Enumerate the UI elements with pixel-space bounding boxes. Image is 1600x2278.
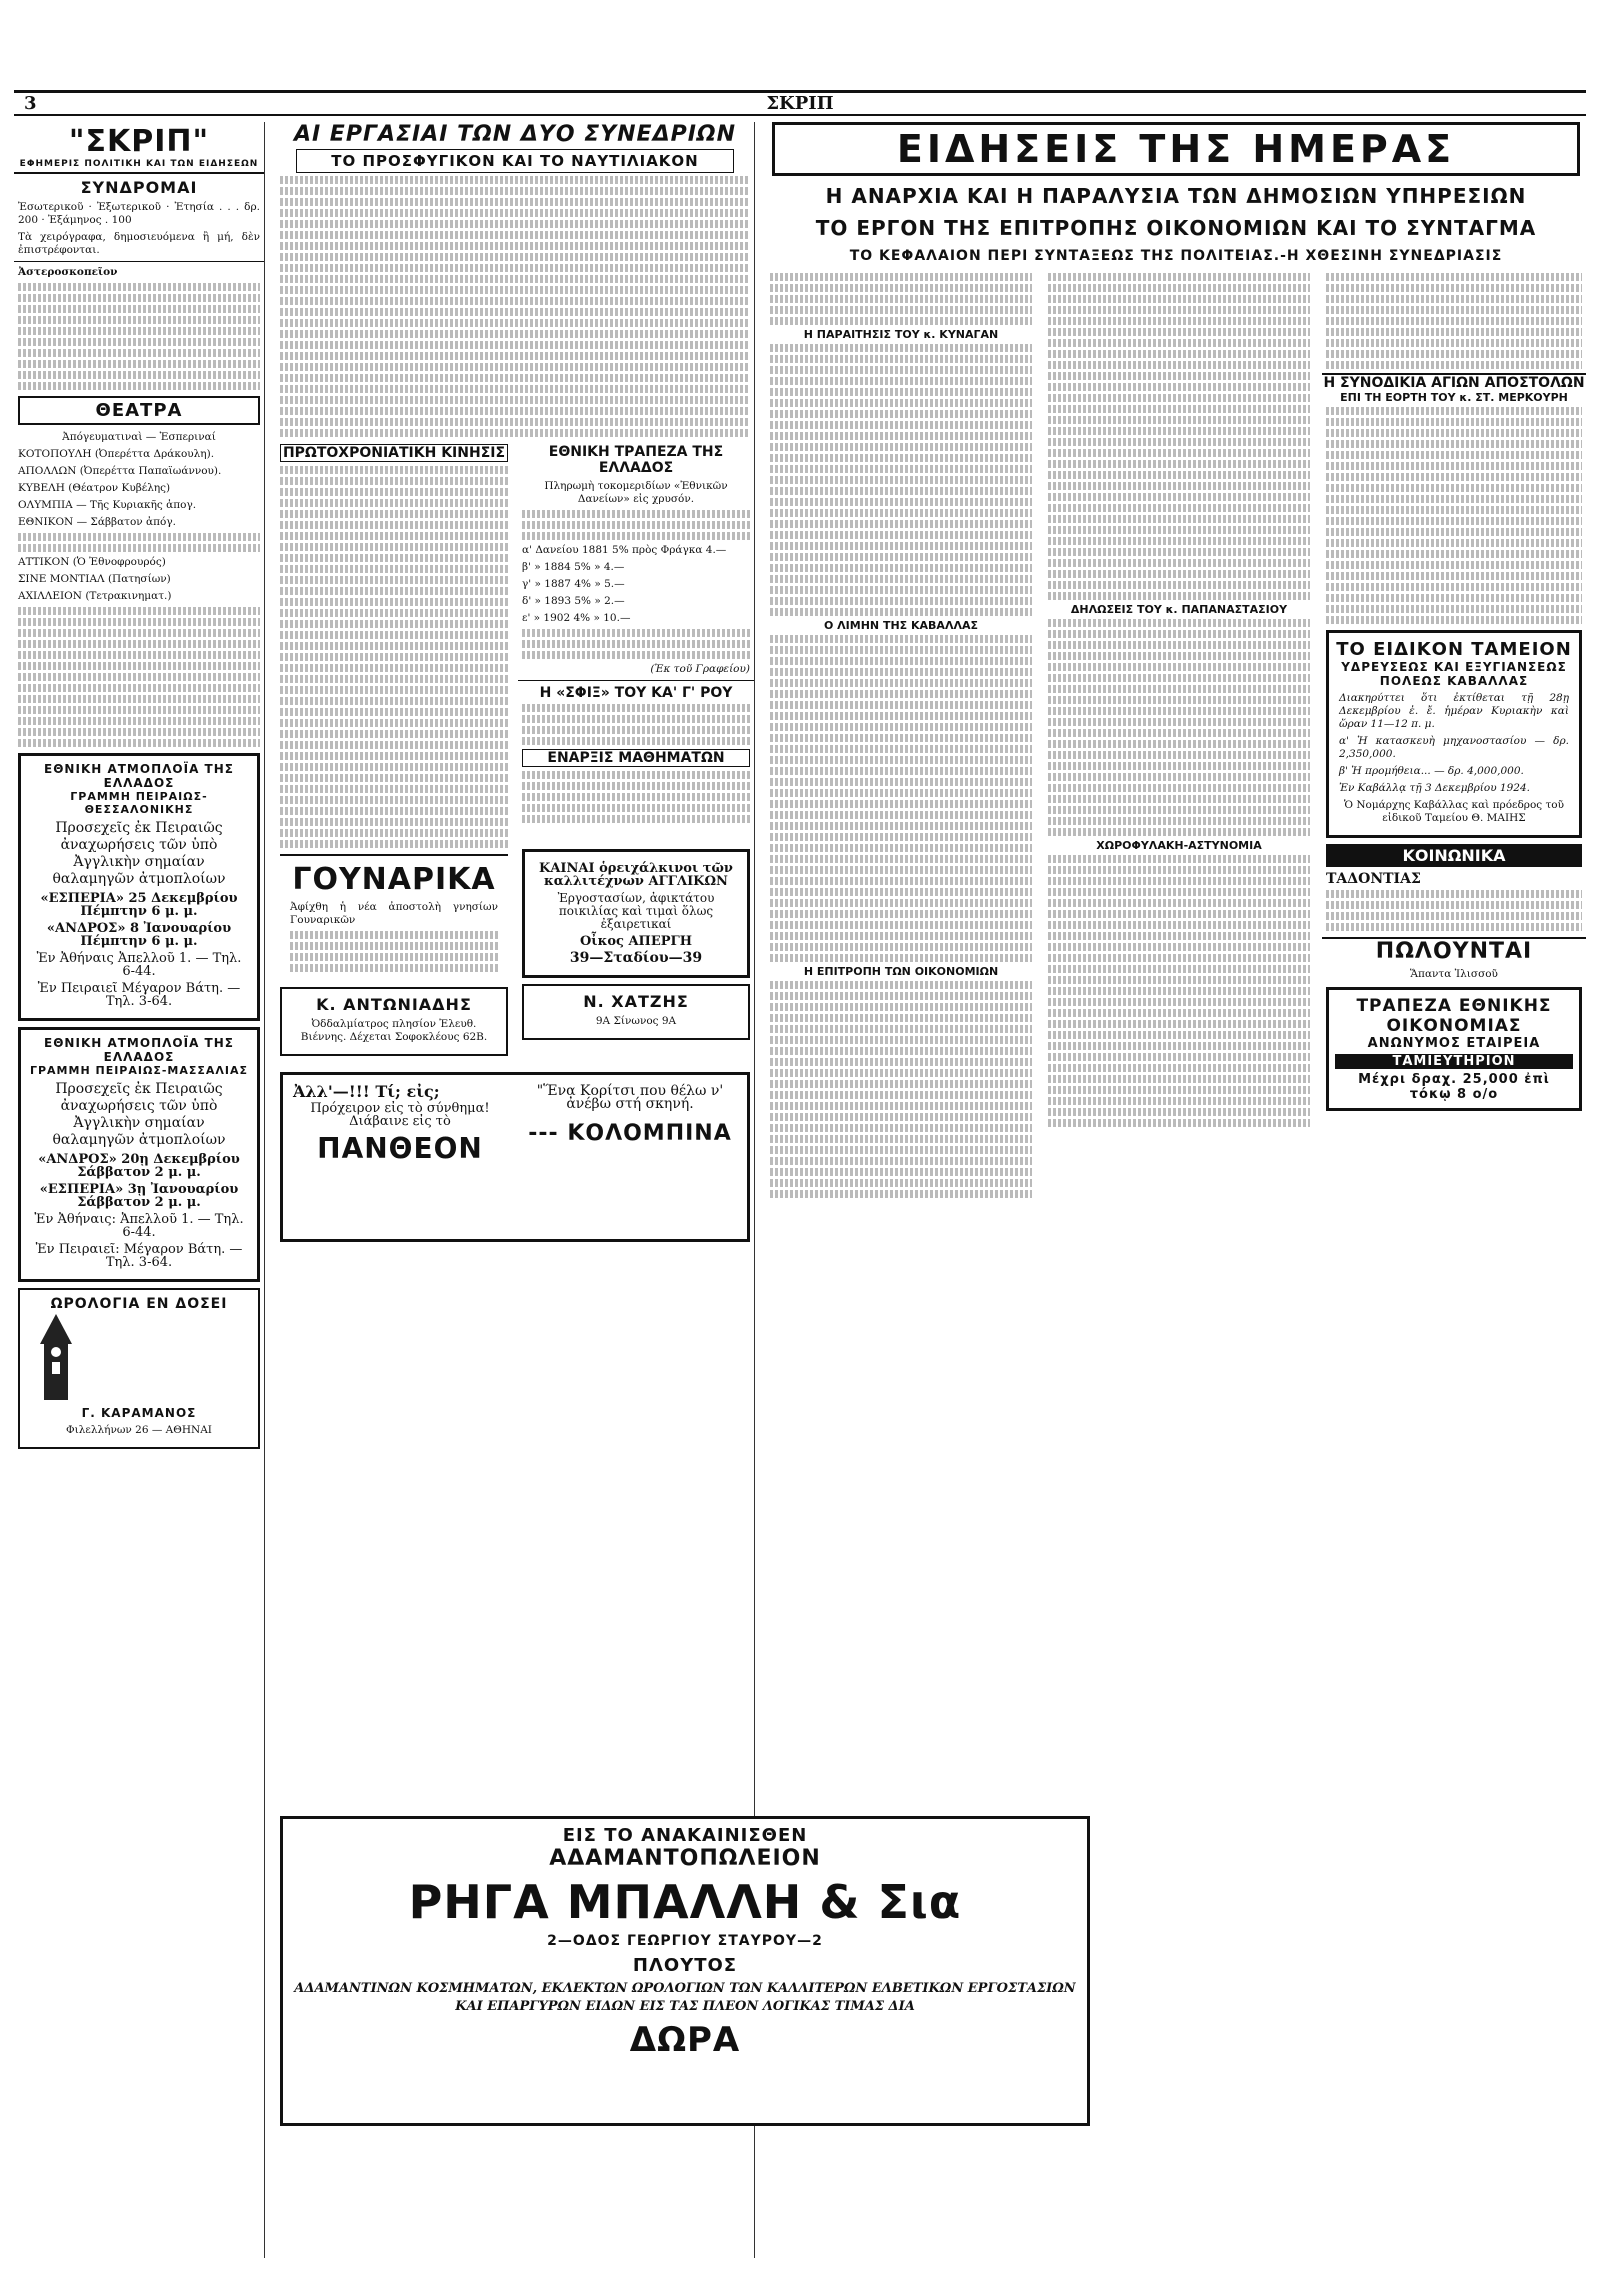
theatre-heading: ΘΕΑΤΡΑ (18, 396, 260, 425)
saints-heading: Η ΣΥΝΟΔΙΚΙΑ ΑΓΙΩΝ ΑΠΟΣΤΟΛΩΝ (1323, 375, 1585, 391)
ad1-contact: Ἐν Ἀθήναις Ἀπελλοῦ 1. — Τηλ. 6-44. (36, 951, 242, 979)
carpets-heading: ΚΑΙΝΑΙ ὁρειχάλκινοι τῶν καλλιτέχνων ΑΓΓΛΙΚΩΝ (539, 861, 733, 889)
hatzis-name: Ν. ΧΑΤΖΗΣ (583, 992, 689, 1011)
fund-date: Ἐν Καβάλλᾳ τῇ 3 Δεκεμβρίου 1924. (1339, 782, 1530, 794)
col2-split (276, 440, 754, 1062)
fund-amount: β' Ἡ προμήθεια... — δρ. 4,000,000. (1339, 765, 1524, 777)
bank-sign: (Ἐκ τοῦ Γραφείου) (650, 663, 750, 675)
finance-committee-heading: Η ΕΠΙΤΡΟΠΗ ΤΩΝ ΟΙΚΟΝΟΜΙΩΝ (803, 965, 999, 978)
carpets-address: 39—Σταδίου—39 (569, 950, 703, 966)
fur-ad (280, 854, 508, 981)
news-subheading-3: ΤΟ ΚΕΦΑΛΑΙΟΝ ΠΕΡΙ ΣΥΝΤΑΞΕΩΣ ΤΗΣ ΠΟΛΙΤΕΙΑΣ.-Η ΧΘΕΣΙΝΗ ΣΥΝΕΔΡΙΑΣΙΣ (849, 248, 1503, 264)
kolombina-ad (519, 1081, 741, 1233)
newyear-heading: ΠΡΩΤΟΧΡΟΝΙΑΤΙΚΗ ΚΙΝΗΣΙΣ (280, 444, 508, 462)
ad1-contact: Ἐν Πειραιεῖ Μέγαρον Βάτη. — Τηλ. 3-64. (37, 981, 241, 1009)
theatre-line: ΚΟΤΟΠΟΥΛΗ (Ὀπερέττα Δράκουλη). (18, 448, 215, 460)
saints-subheading: ΕΠΙ ΤΗ ΕΟΡΤΗ ΤΟΥ κ. ΣΤ. ΜΕΡΚΟΥΡΗ (1340, 391, 1568, 404)
clock-ad-address: Φιλελλήνων 26 — ΑΘΗΝΑΙ (66, 1424, 212, 1436)
theatre-line: ΕΘΝΙΚΟΝ — Σάββατον ἀπόγ. (18, 516, 176, 528)
pantheon-ad (289, 1081, 511, 1233)
news-col-c (1322, 270, 1586, 1201)
masthead (14, 90, 1586, 116)
pantheon-name: ΠΑΝΘΕΟΝ (317, 1132, 483, 1165)
water-fund-ad (1326, 630, 1582, 838)
bank-loan: β' » 1884 5% » 4.— (522, 561, 625, 573)
astro-heading: Ἀστεροσκοπεῖον (18, 266, 118, 278)
carpets-ad (522, 849, 750, 978)
ad2-ship: «ΕΣΠΕΡΙΑ» 3ῃ Ἰανουαρίου Σάββατον 2 μ. μ. (39, 1182, 239, 1210)
theatre-line: ΑΤΤΙΚΟΝ (Ὁ Ἐθνοφρουρός) (18, 556, 166, 568)
news-col-a (766, 270, 1036, 1201)
ad2-route: ΓΡΑΜΜΗ ΠΕΙΡΑΙΩΣ-ΜΑΣΣΑΛΙΑΣ (29, 1064, 249, 1077)
sphinx-heading: Η «ΣΦΙΞ» ΤΟΥ ΚΑ' Γ' ΡΟΥ (539, 685, 733, 701)
jeweller-heading: ΕΙΣ ΤΟ ΑΝΑΚΑΙΝΙΣΘΕΝ (562, 1825, 808, 1846)
ad1-ship: «ΕΣΠΕΡΙΑ» 25 Δεκεμβρίου Πέμπτην 6 μ. μ. (40, 891, 238, 919)
jeweller-wealth: ΠΛΟΥΤΟΣ (632, 1955, 738, 1976)
fund-sign: Ὁ Νομάρχης Καβάλλας καὶ πρόεδρος τοῦ εἰδικοῦ Ταμείου Θ. ΜΑΙΗΣ (1343, 799, 1565, 824)
ad2-contact: Ἐν Πειραιεῖ: Μέγαρον Βάτη. — Τηλ. 3-64. (35, 1242, 243, 1270)
column-1 (14, 122, 265, 2258)
church-illustration (26, 1312, 86, 1402)
theatre-line: ΟΛΥΜΠΙΑ — Τῆς Κυριακῆς ἀπογ. (18, 499, 197, 511)
ad2-contact: Ἐν Ἀθήναις: Ἀπελλοῦ 1. — Τηλ. 6-44. (34, 1212, 244, 1240)
police-heading: ΧΩΡΟΦΥΛΑΚΗ-ΑΣΤΥΝΟΜΙΑ (1096, 839, 1262, 852)
ad2-title: ΕΘΝΙΚΗ ΑΤΜΟΠΛΟΪΑ ΤΗΣ ΕΛΛΑΔΟΣ (44, 1036, 234, 1064)
masthead-name: ΣΚΡΙΠ (766, 93, 834, 114)
paper-title: "ΣΚΡΙΠ" (68, 124, 210, 159)
port-heading: Ο ΛΙΜΗΝ ΤΗΣ ΚΑΒΑΛΛΑΣ (823, 619, 979, 632)
bank-loan: ε' » 1902 4% » 10.— (522, 612, 631, 624)
bank-heading: ΕΘΝΙΚΗ ΤΡΑΠΕΖΑ ΤΗΣ ΕΛΛΑΔΟΣ (548, 444, 724, 476)
resignation-heading: Η ΠΑΡΑΙΤΗΣΙΣ ΤΟΥ κ. ΚΥΝΑΓΑΝ (803, 328, 999, 341)
steamship-ad-1 (18, 753, 260, 1021)
pantheon-mid: Πρόχειρον εἰς τὸ σύνθημα! Διάβαινε εἰς τὸ (310, 1101, 490, 1129)
theatre-line: ΚΥΒΕΛΗ (Θέατρον Κυβέλης) (18, 482, 171, 494)
clock-ad-name: Γ. ΚΑΡΑΜΑΝΟΣ (81, 1406, 197, 1420)
newspaper-page (14, 0, 1586, 2278)
steamship-ad-2 (18, 1027, 260, 1282)
theatre-line: ΣΙΝΕ ΜΟΝΤΙΑΛ (Πατησίων) (18, 573, 171, 585)
pantheon-top: Ἀλλ'—!!! Τί; εἰς; (293, 1082, 440, 1101)
fur-body: Ἀφίχθη ἡ νέα ἀποστολὴ γνησίων Γουναρικῶν (290, 901, 498, 926)
savings-bank-heading: ΤΡΑΠΕΖΑ ΕΘΝΙΚΗΣ ΟΙΚΟΝΟΜΙΑΣ (1356, 996, 1552, 1036)
jeweller-body: ΑΔΑΜΑΝΤΙΝΩΝ ΚΟΣΜΗΜΑΤΩΝ, ΕΚΛΕΚΤΩΝ ΩΡΟΛΟΓΙΩΝ ΤΩΝ ΚΑΛΛΙΤΕΡΩΝ ΕΛΒΕΤΙΚΩΝ ΕΡΓΟΣΤΑΣΙΩΝ ΚΑΙ ΕΠΑΡΓΥΡΩΝ ΕΙΔΩΝ ΕΙΣ ΤΑΣ ΠΛΕΟΝ ΛΟΓΙΚΑΣ ΤΙΜΑΣ ΔΙΑ (294, 1981, 1076, 2014)
news-columns (766, 270, 1586, 1201)
subscriptions-heading: ΣΥΝΔΡΟΜΑΙ (80, 178, 198, 197)
fund-amount: α' Ἡ κατασκευὴ μηχανοστασίου — δρ. 2,350,000. (1339, 735, 1569, 760)
bank-loan: γ' » 1887 4% » 5.— (522, 578, 625, 590)
carpets-body: Ἐργοστασίων, ἀφικτάτου ποικιλίας καὶ τιμαὶ ὅλως ἐξαιρετικαί (557, 891, 715, 931)
col2-right (518, 440, 754, 1062)
theatre-line: ΑΧΙΛΛΕΙΟΝ (Τετρακινηματ.) (18, 590, 172, 602)
bank-loan: δ' » 1893 5% » 2.— (522, 595, 625, 607)
doctor-address: Ὀδδαλμίατρος πλησίον Ἐλευθ. Βιέννης. Δέχεται Σοφοκλέους 62Β. (300, 1018, 488, 1043)
ad2-body: Προσεχεῖς ἐκ Πειραιῶς ἀναχωρήσεις τῶν ὑπὸ Ἀγγλικὴν σημαίαν θαλαμηγῶν ἀτμοπλοίων (52, 1081, 226, 1148)
paper-subtitle: ΕΦΗΜΕΡΙΣ ΠΟΛΙΤΙΚΗ ΚΑΙ ΤΩΝ ΕΙΔΗΣΕΩΝ (14, 159, 264, 174)
sale-heading: ΠΩΛΟΥΝΤΑΙ (1322, 937, 1586, 964)
jeweller-name: ΡΗΓΑ ΜΠΑΛΛΗ & Σια (408, 1875, 962, 1929)
hatzis-ad (522, 984, 750, 1040)
ad1-body: Προσεχεῖς ἐκ Πειραιῶς ἀναχωρήσεις τῶν ὑπὸ Ἀγγλικὴν σημαίαν θαλαμηγῶν ἀτμοπλοίων (52, 820, 226, 887)
col2-left (276, 440, 512, 1062)
jeweller-ad (280, 1816, 1090, 2126)
news-heading: ΕΙΔΗΣΕΙΣ ΤΗΣ ΗΜΕΡΑΣ (772, 122, 1580, 176)
social-heading: ΚΟΙΝΩΝΙΚΑ (1326, 844, 1582, 867)
theatre-ad (280, 1072, 750, 1242)
papanastasiou-heading: ΔΗΛΩΣΕΙΣ ΤΟΥ κ. ΠΑΠΑΝΑΣΤΑΣΙΟΥ (1070, 603, 1288, 616)
theatre-line: ΑΠΟΛΛΩΝ (Ὀπερέττα Παπαϊωάννου). (18, 465, 222, 477)
savings-bank-sub: ΑΝΩΝΥΜΟΣ ΕΤΑΙΡΕΙΑ (1367, 1036, 1541, 1051)
social-name: ΤΑΔΟΝΤΙΑΣ (1326, 871, 1421, 887)
clock-ad (18, 1288, 260, 1449)
fund-heading: ΤΟ ΕΙΔΙΚΟΝ ΤΑΜΕΙΟΝ (1336, 639, 1572, 660)
bank-subheading: Πληρωμὴ τοκομεριδίων «Ἐθνικῶν Δανείων» εἰς χρυσόν. (544, 480, 728, 505)
fund-body: Διακηρύττει ὅτι ἐκτίθεται τῇ 28ῃ Δεκεμβρίου ἐ. ἔ. ἡμέραν Κυριακὴν καὶ ὥραν 11—12 π. μ. (1339, 692, 1569, 730)
fund-subheading: ΥΔΡΕΥΣΕΩΣ ΚΑΙ ΕΞΥΓΙΑΝΣΕΩΣ (1341, 660, 1567, 674)
kolombina-title: --- ΚΟΛΟΜΠΙΝΑ (528, 1121, 732, 1146)
jeweller-shop: ΑΔΑΜΑΝΤΟΠΩΛΕΙΟΝ (549, 1846, 821, 1871)
subscriptions-text: Ἐσωτερικοῦ · Ἐξωτερικοῦ · Ἐτησία . . . δρ. 200 · Ἐξάμηνος . 100 (18, 201, 260, 226)
manuscripts-note: Τὰ χειρόγραφα, δημοσιευόμενα ἢ μή, δὲν ἐπιστρέφονται. (18, 231, 260, 256)
ad1-title: ΕΘΝΙΚΗ ΑΤΜΟΠΛΟΪΑ ΤΗΣ ΕΛΛΑΔΟΣ (44, 762, 234, 790)
jeweller-gifts: ΔΩΡΑ (629, 2020, 741, 2060)
news-subheading-1: Η ΑΝΑΡΧΙΑ ΚΑΙ Η ΠΑΡΑΛΥΣΙΑ ΤΩΝ ΔΗΜΟΣΙΩΝ ΥΠΗΡΕΣΙΩΝ (825, 184, 1527, 208)
sale-body: Ἅπαντα Ἰλισσοῦ (1410, 968, 1498, 980)
page-number: 3 (24, 93, 37, 114)
doctor-name: Κ. ΑΝΤΩΝΙΑΔΗΣ (316, 995, 472, 1014)
savings-bank-ad (1326, 987, 1582, 1111)
ad1-ship: «ΑΝΔΡΟΣ» 8 Ἰανουαρίου Πέμπτην 6 μ. μ. (46, 921, 232, 949)
congress-heading: ΑΙ ΕΡΓΑΣΙΑΙ ΤΩΝ ΔΥΟ ΣΥΝΕΔΡΙΩΝ (293, 122, 737, 147)
fur-heading: ΓΟΥΝΑΡΙΚΑ (292, 862, 496, 897)
ad1-route: ΓΡΑΜΜΗ ΠΕΙΡΑΙΩΣ-ΘΕΣΣΑΛΟΝΙΚΗΣ (70, 790, 208, 816)
news-subheading-2: ΤΟ ΕΡΓΟΝ ΤΗΣ ΕΠΙΤΡΟΠΗΣ ΟΙΚΟΝΟΜΙΩΝ ΚΑΙ ΤΟ ΣΥΝΤΑΓΜΑ (815, 216, 1537, 240)
hatzis-address: 9Α Σίνωνος 9Α (595, 1015, 677, 1027)
doctor-ad (280, 987, 508, 1056)
clock-ad-title: ΩΡΟΛΟΓΙΑ ΕΝ ΔΟΣΕΙ (50, 1296, 228, 1312)
jeweller-address: 2—ΟΔΟΣ ΓΕΩΡΓΙΟΥ ΣΤΑΥΡΟΥ—2 (547, 1933, 823, 1949)
kolombina-quote: "Ἕνα Κορίτσι που θέλω ν' ἀνέβω στή σκηνή. (536, 1083, 724, 1112)
lessons-heading: ΕΝΑΡΞΙΣ ΜΑΘΗΜΑΤΩΝ (522, 749, 750, 767)
bank-loan: α' Δανείου 1881 5% πρὸς Φράγκα 4.— (522, 544, 727, 556)
carpets-shop: Οἶκος ΑΠΕΡΓΗ (579, 934, 693, 949)
savings-bank-amount: Μέχρι δραχ. 25,000 ἐπὶ τόκῳ 8 ο/ο (1358, 1072, 1550, 1102)
fund-city: ΠΟΛΕΩΣ ΚΑΒΑΛΛΑΣ (1379, 674, 1529, 688)
congress-subheading: ΤΟ ΠΡΟΣΦΥΓΙΚΟΝ ΚΑΙ ΤΟ ΝΑΥΤΙΛΙΑΚΟΝ (296, 149, 734, 173)
theatre-subheading: Ἀπόγευματιναὶ — Ἑσπεριναί (62, 431, 216, 443)
savings-bank-kind: ΤΑΜΙΕΥΤΗΡΙΟΝ (1335, 1054, 1573, 1069)
ad2-ship: «ΑΝΔΡΟΣ» 20ῃ Δεκεμβρίου Σάββατον 2 μ. μ. (38, 1152, 240, 1180)
news-col-b (1044, 270, 1314, 1201)
